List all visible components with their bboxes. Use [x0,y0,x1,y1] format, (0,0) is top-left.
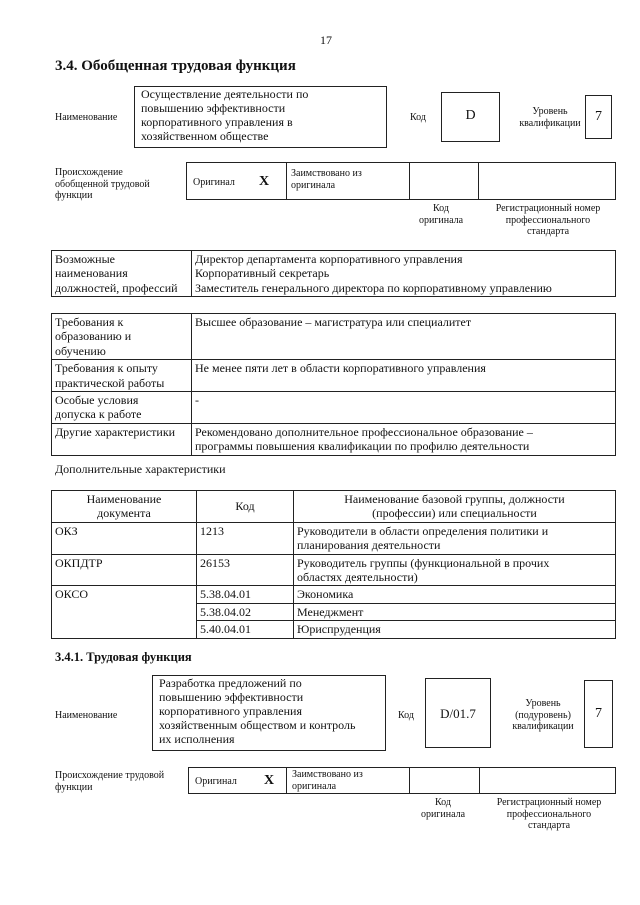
level-box [585,95,612,139]
code-value-2: D/01.7 [440,706,476,721]
table-row: Другие характеристики Рекомендовано дополнительное профессиональное образование – программы повышения квалификации по профилю деятельности [52,423,616,455]
original-mark: X [259,174,270,189]
positions-label: Возможные наименования должностей, профессий [52,251,192,297]
level-value-2: 7 [595,706,602,721]
reg-number-label-2: Регистрационный номер профессионального стандарта [496,797,602,831]
name-label: Наименование [55,112,118,123]
table-row: ОКЗ 1213 Руководители в области определения политики и планирования деятельности [52,522,616,554]
table-row: 5.40.04.01 Юриспруденция [52,621,616,638]
section-heading-labor-function: 3.4.1. Трудовая функция [55,650,192,664]
code-box-2 [425,678,491,748]
code-original-label-2: Код оригинала [420,797,466,820]
original-label: Оригинал [193,177,235,188]
page-number: 17 [320,33,332,47]
table-row: Требования к опыту практической работы Не менее пяти лет в области корпоративного управления [52,360,616,392]
general-function-name-box: Осуществление деятельности по повышению эффективности корпоративного управления в хозяйственном обществе [134,86,387,148]
table-row: Требования к образованию и обучению Высшее образование – магистратура или специалитет [52,314,616,360]
code-label-2: Код [398,710,414,721]
reg-number-label: Регистрационный номер профессионального стандарта [495,203,601,237]
code-original-label: Код оригинала [418,203,464,226]
code-label: Код [410,112,426,123]
positions-table [51,250,616,297]
origin-label: Происхождение обобщенной трудовой функции [55,167,150,201]
requirements-table [51,313,616,456]
table-header-row: Наименование документа Код Наименование базовой группы, должности (профессии) или специальности [52,491,616,523]
table-row: ОКПДТР 26153 Руководитель группы (функциональной в прочих областях деятельности) [52,554,616,586]
borrowed-label: Заимствовано из оригинала [291,168,362,191]
additional-table [51,490,616,639]
code-box [441,92,500,142]
table-row: Особые условия допуска к работе - [52,391,616,423]
level-box-2 [584,680,613,748]
labor-function-name-box: Разработка предложений по повышению эффективности корпоративного управления хозяйственным обществом и контроль их исполнения [152,675,386,751]
section-heading-general-function: 3.4. Обобщенная трудовая функция [55,58,296,74]
table-row: 5.38.04.02 Менеджмент [52,603,616,620]
table-row: ОКСО 5.38.04.01 Экономика [52,586,616,603]
level-label-2: Уровень (подуровень) квалификации [512,698,574,732]
level-label: Уровень квалификации [519,106,581,129]
level-value: 7 [595,109,602,124]
original-label-2: Оригинал [195,776,237,787]
name-label-2: Наименование [55,710,118,721]
origin-label-2: Происхождение трудовой функции [55,770,165,793]
origin-row [186,162,616,200]
original-mark-2: X [264,773,275,788]
additional-title: Дополнительные характеристики [55,462,226,476]
borrowed-label-2: Заимствовано из оригинала [292,769,363,792]
positions-values: Директор департамента корпоративного управления Корпоративный секретарь Заместитель генерального директора по корпоративному управлению [192,251,616,297]
code-value: D [465,108,476,123]
origin-row-2 [188,767,616,794]
